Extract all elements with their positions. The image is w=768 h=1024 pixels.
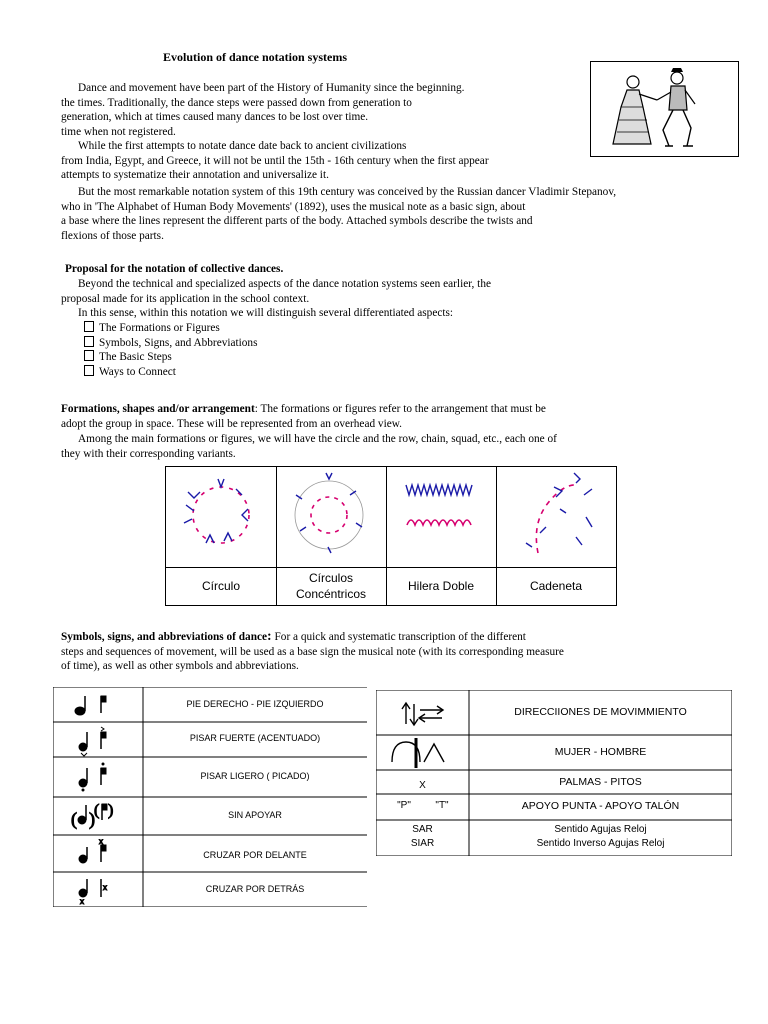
intro-line: flexions of those parts. — [61, 230, 164, 242]
formations-line: adopt the group in space. These will be represented from an overhead view. — [61, 418, 402, 430]
symbols-line: steps and sequences of movement, will be used as a base sign the musical note (with its corresponding measure — [61, 646, 564, 658]
right-symbol-table — [376, 690, 732, 856]
siar-meaning: Sentido Inverso Agujas Reloj — [536, 838, 665, 849]
siar-abbrev: SIAR — [410, 838, 435, 849]
concentric-formation-diagram — [295, 473, 363, 553]
left-row-label: CRUZAR POR DETRÁS — [205, 884, 305, 894]
formations-figure — [165, 466, 617, 606]
punta-symbol: "P" — [397, 800, 411, 811]
chain-formation-diagram — [526, 473, 592, 553]
intro-line: But the most remarkable notation system of this 19th century was conceived by the Russian dancer Vladimir Stepanov, — [78, 186, 617, 198]
intro-line: a base where the lines represent the different parts of the body. Attached symbols describe the twists and — [61, 215, 533, 227]
right-row-label: APOYO PUNTA - APOYO TALÓN — [521, 800, 680, 812]
left-row-label: PIE DERECHO - PIE IZQUIERDO — [186, 699, 324, 709]
intro-line: from India, Egypt, and Greece, it will not be until the 15th - 16th century when the first appear — [61, 155, 489, 167]
left-row-label: SIN APOYAR — [228, 810, 282, 820]
right-row-label: DIRECCIIONES DE MOVIMMIENTO — [514, 706, 687, 718]
svg-text:x: x — [103, 883, 107, 892]
intro-line: who in 'The Alphabet of Human Body Movements' (1892), uses the musical note as a basic sign, about — [61, 201, 526, 213]
proposal-line: proposal made for its application in the school context. — [61, 293, 310, 305]
left-row-label: CRUZAR POR DELANTE — [203, 850, 307, 860]
bullet-item: The Formations or Figures — [84, 321, 220, 336]
talon-symbol: "T" — [435, 800, 449, 811]
sar-abbrev: SAR — [412, 824, 433, 835]
proposal-line: Beyond the technical and specialized aspects of the dance notation systems seen earlier, the — [78, 278, 491, 290]
bullet-item: Ways to Connect — [84, 365, 176, 380]
svg-text:(: ( — [94, 802, 100, 819]
intro-line: Dance and movement have been part of the History of Humanity since the beginning. — [78, 82, 465, 94]
proposal-line: In this sense, within this notation we will distinguish several differentiated aspects: — [78, 307, 454, 319]
symbols-line: Symbols, signs, and abbreviations of dance: For a quick and systematic transcription of the different — [61, 629, 526, 644]
left-row-label: PISAR FUERTE (ACENTUADO) — [189, 733, 321, 743]
intro-line: generation, which at times caused many dances to be lost over time. — [61, 111, 369, 123]
svg-text:x: x — [80, 897, 84, 906]
palmas-symbol: X — [419, 780, 426, 791]
caption-hilera: Hilera Doble — [407, 579, 475, 593]
svg-text:(: ( — [71, 809, 77, 829]
bullet-item: Symbols, Signs, and Abbreviations — [84, 336, 257, 351]
intro-line: While the first attempts to notate dance date back to ancient civilizations — [78, 140, 407, 152]
svg-text:): ) — [108, 802, 114, 819]
caption-cadeneta: Cadeneta — [529, 579, 583, 593]
proposal-heading: Proposal for the notation of collective dances. — [65, 263, 284, 275]
intro-line: time when not registered. — [61, 126, 176, 138]
formations-line: they with their corresponding variants. — [61, 448, 236, 460]
dancers-illustration — [590, 61, 739, 157]
caption-concentricos: Círculos Concéntricos — [295, 571, 367, 601]
left-row-label: PISAR LIGERO ( PICADO) — [200, 771, 310, 781]
formations-line: Formations, shapes and/or arrangement: The formations or figures refer to the arrangement that must be — [61, 403, 546, 415]
left-symbol-table — [53, 687, 367, 907]
sar-meaning: Sentido Agujas Reloj — [554, 824, 647, 835]
circle-formation-diagram — [184, 479, 249, 543]
intro-line: attempts to systematize their annotation and universalize it. — [61, 169, 329, 181]
symbols-line: of time), as well as other symbols and abbreviations. — [61, 660, 299, 672]
intro-line: the times. Traditionally, the dance steps were passed down from generation to — [61, 97, 412, 109]
bullet-item: The Basic Steps — [84, 350, 172, 365]
right-row-label: PALMAS - PITOS — [559, 776, 642, 788]
svg-text:): ) — [89, 809, 95, 829]
double-row-formation-diagram — [406, 485, 472, 525]
caption-circulo: Círculo — [201, 579, 240, 593]
formations-line: Among the main formations or figures, we will have the circle and the row, chain, squad, etc., each one of — [78, 433, 557, 445]
svg-text:x: x — [99, 837, 103, 846]
right-row-label: MUJER - HOMBRE — [554, 746, 647, 758]
page-title: Evolution of dance notation systems — [163, 50, 348, 64]
